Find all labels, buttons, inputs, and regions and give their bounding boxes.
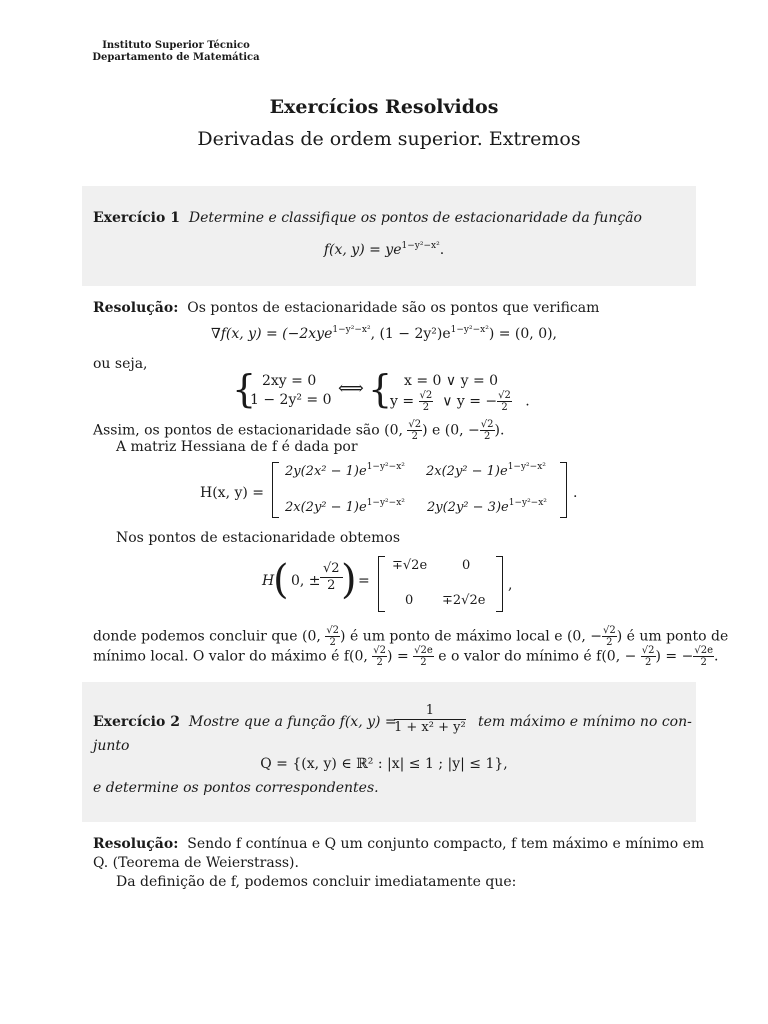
system-left-2: 1 − 2y² = 0 bbox=[250, 392, 332, 408]
exercise-1-formula: f(x, $y) = ye^{1-y^2-x^2}$. bbox=[323, 241, 445, 258]
system-right-1: x = 0 ∨ y = 0 bbox=[404, 373, 499, 389]
ou-seja-text: ou seja, bbox=[93, 356, 148, 372]
left-brace: { bbox=[232, 367, 257, 411]
hessian-end: . bbox=[573, 485, 578, 501]
page-title: Exercícios Resolvidos bbox=[269, 96, 499, 118]
matrix-m12: 0 bbox=[462, 558, 471, 573]
resolution-2-line-1: Resolução: Sendo f contínua e Q um conjunto compacto, f tem máximo e mínimo em bbox=[93, 836, 705, 852]
exercise-2-box bbox=[82, 682, 696, 822]
matrix-right-bracket bbox=[496, 556, 503, 612]
institution-name: Instituto Superior Técnico bbox=[102, 40, 250, 51]
matrix-m21: 0 bbox=[405, 593, 414, 608]
exercise-2-fraction: 1 1 + x² + y² bbox=[394, 703, 466, 735]
matrix-end: , bbox=[508, 577, 513, 593]
resolution-1-label: Resolução: bbox=[93, 300, 179, 316]
resolution-1-intro: Resolução: Os pontos de estacionaridade são os pontos que verificam bbox=[93, 300, 600, 316]
stationary-intro: Nos pontos de estacionaridade obtemos bbox=[116, 530, 401, 546]
equation-system bbox=[232, 368, 562, 414]
set-definition: Q = {(x, y) ∈ ℝ² : |x| ≤ 1 ; |y| ≤ 1}, bbox=[260, 756, 508, 772]
exercise-2-statement-c: junto bbox=[93, 738, 130, 754]
exercise-1-label: Exercício 1 bbox=[93, 210, 180, 226]
exercise-1-statement bbox=[93, 209, 642, 227]
hessian-at-points: H ( 0, ± √2 2 ) = bbox=[262, 557, 370, 603]
hessian-h11: $2y(2x^2 - 1)e^{1-y^2-x^2}$ bbox=[285, 462, 405, 479]
conclusion-line-2: mínimo local. O valor do máximo é f(0, $\frac{√2}{2}$ ) = $\frac{√2e}{2}$ e o valor do mínimo é f(0, − $\frac{√2}{2}$ ) = − $\frac{√2e}{2}$ . bbox=[93, 645, 719, 668]
hessian-intro: A matriz Hessiana de f é dada por bbox=[116, 439, 358, 455]
page-subtitle: Derivadas de ordem superior. Extremos bbox=[197, 128, 581, 150]
hessian-h12: $2x(2y^2 - 1)e^{1-y^2-x^2}$ bbox=[426, 462, 546, 479]
resolution-2-line-2: Q. (Teorema de Weierstrass). bbox=[93, 855, 299, 871]
system-left-1: 2xy = 0 bbox=[262, 373, 317, 389]
stationary-points-text: Assim, os pontos de estacionaridade são (0, $\frac{√2}{2}$ ) e (0, − $\frac{√2}{2}$ ). bbox=[93, 419, 505, 442]
exercise-2-label: Exercício 2 bbox=[93, 714, 180, 730]
resolution-2-label: Resolução: bbox=[93, 836, 179, 852]
hessian-lhs: H(x, y) = bbox=[200, 485, 265, 501]
matrix-m22: ∓2√2e bbox=[442, 593, 486, 608]
exercise-1-box bbox=[82, 186, 696, 286]
exercise-2-statement-d: e determine os pontos correspondentes. bbox=[93, 780, 379, 796]
department-name: Departamento de Matemática bbox=[92, 52, 260, 63]
matrix-m11: ∓√2e bbox=[392, 558, 428, 573]
conclusion-line-1: donde podemos concluir que (0, $\frac{√2}{2}$ ) é um ponto de máximo local e (0, − $\frac{√2}{2}$ ) é um ponto de bbox=[93, 625, 729, 648]
gradient-equation: ∇f(x, y) = (−2xye$^{1-y^2-x^2}$, $(1 - 2y^2)e^{1-y^2-x^2}) = (0$, 0), bbox=[210, 325, 558, 342]
exercise-2-statement-b: tem máximo e mínimo no con- bbox=[478, 714, 692, 730]
exercise-2-statement: Exercício 2 Mostre que a função f(x, y) = bbox=[93, 714, 397, 730]
iff-symbol: ⟺ bbox=[338, 378, 364, 399]
hessian-left-bracket bbox=[272, 462, 279, 518]
matrix-left-bracket bbox=[378, 556, 385, 612]
system-right-2: y = $\frac{√2}{2}$ ∨ y = − $\frac{√2}{2}$ . bbox=[390, 390, 530, 413]
hessian-h21: $2x(2y^2 - 1)e^{1-y^2-x^2}$ bbox=[285, 498, 405, 515]
resolution-2-line-3: Da definição de f, podemos concluir imediatamente que: bbox=[116, 874, 517, 890]
exercise-1-text: Determine e classifique os pontos de estacionaridade da função bbox=[188, 210, 642, 226]
hessian-h22: $2y(2y^2 - 3)e^{1-y^2-x^2}$ bbox=[427, 498, 547, 515]
hessian-right-bracket bbox=[560, 462, 567, 518]
right-brace: { bbox=[368, 367, 393, 411]
